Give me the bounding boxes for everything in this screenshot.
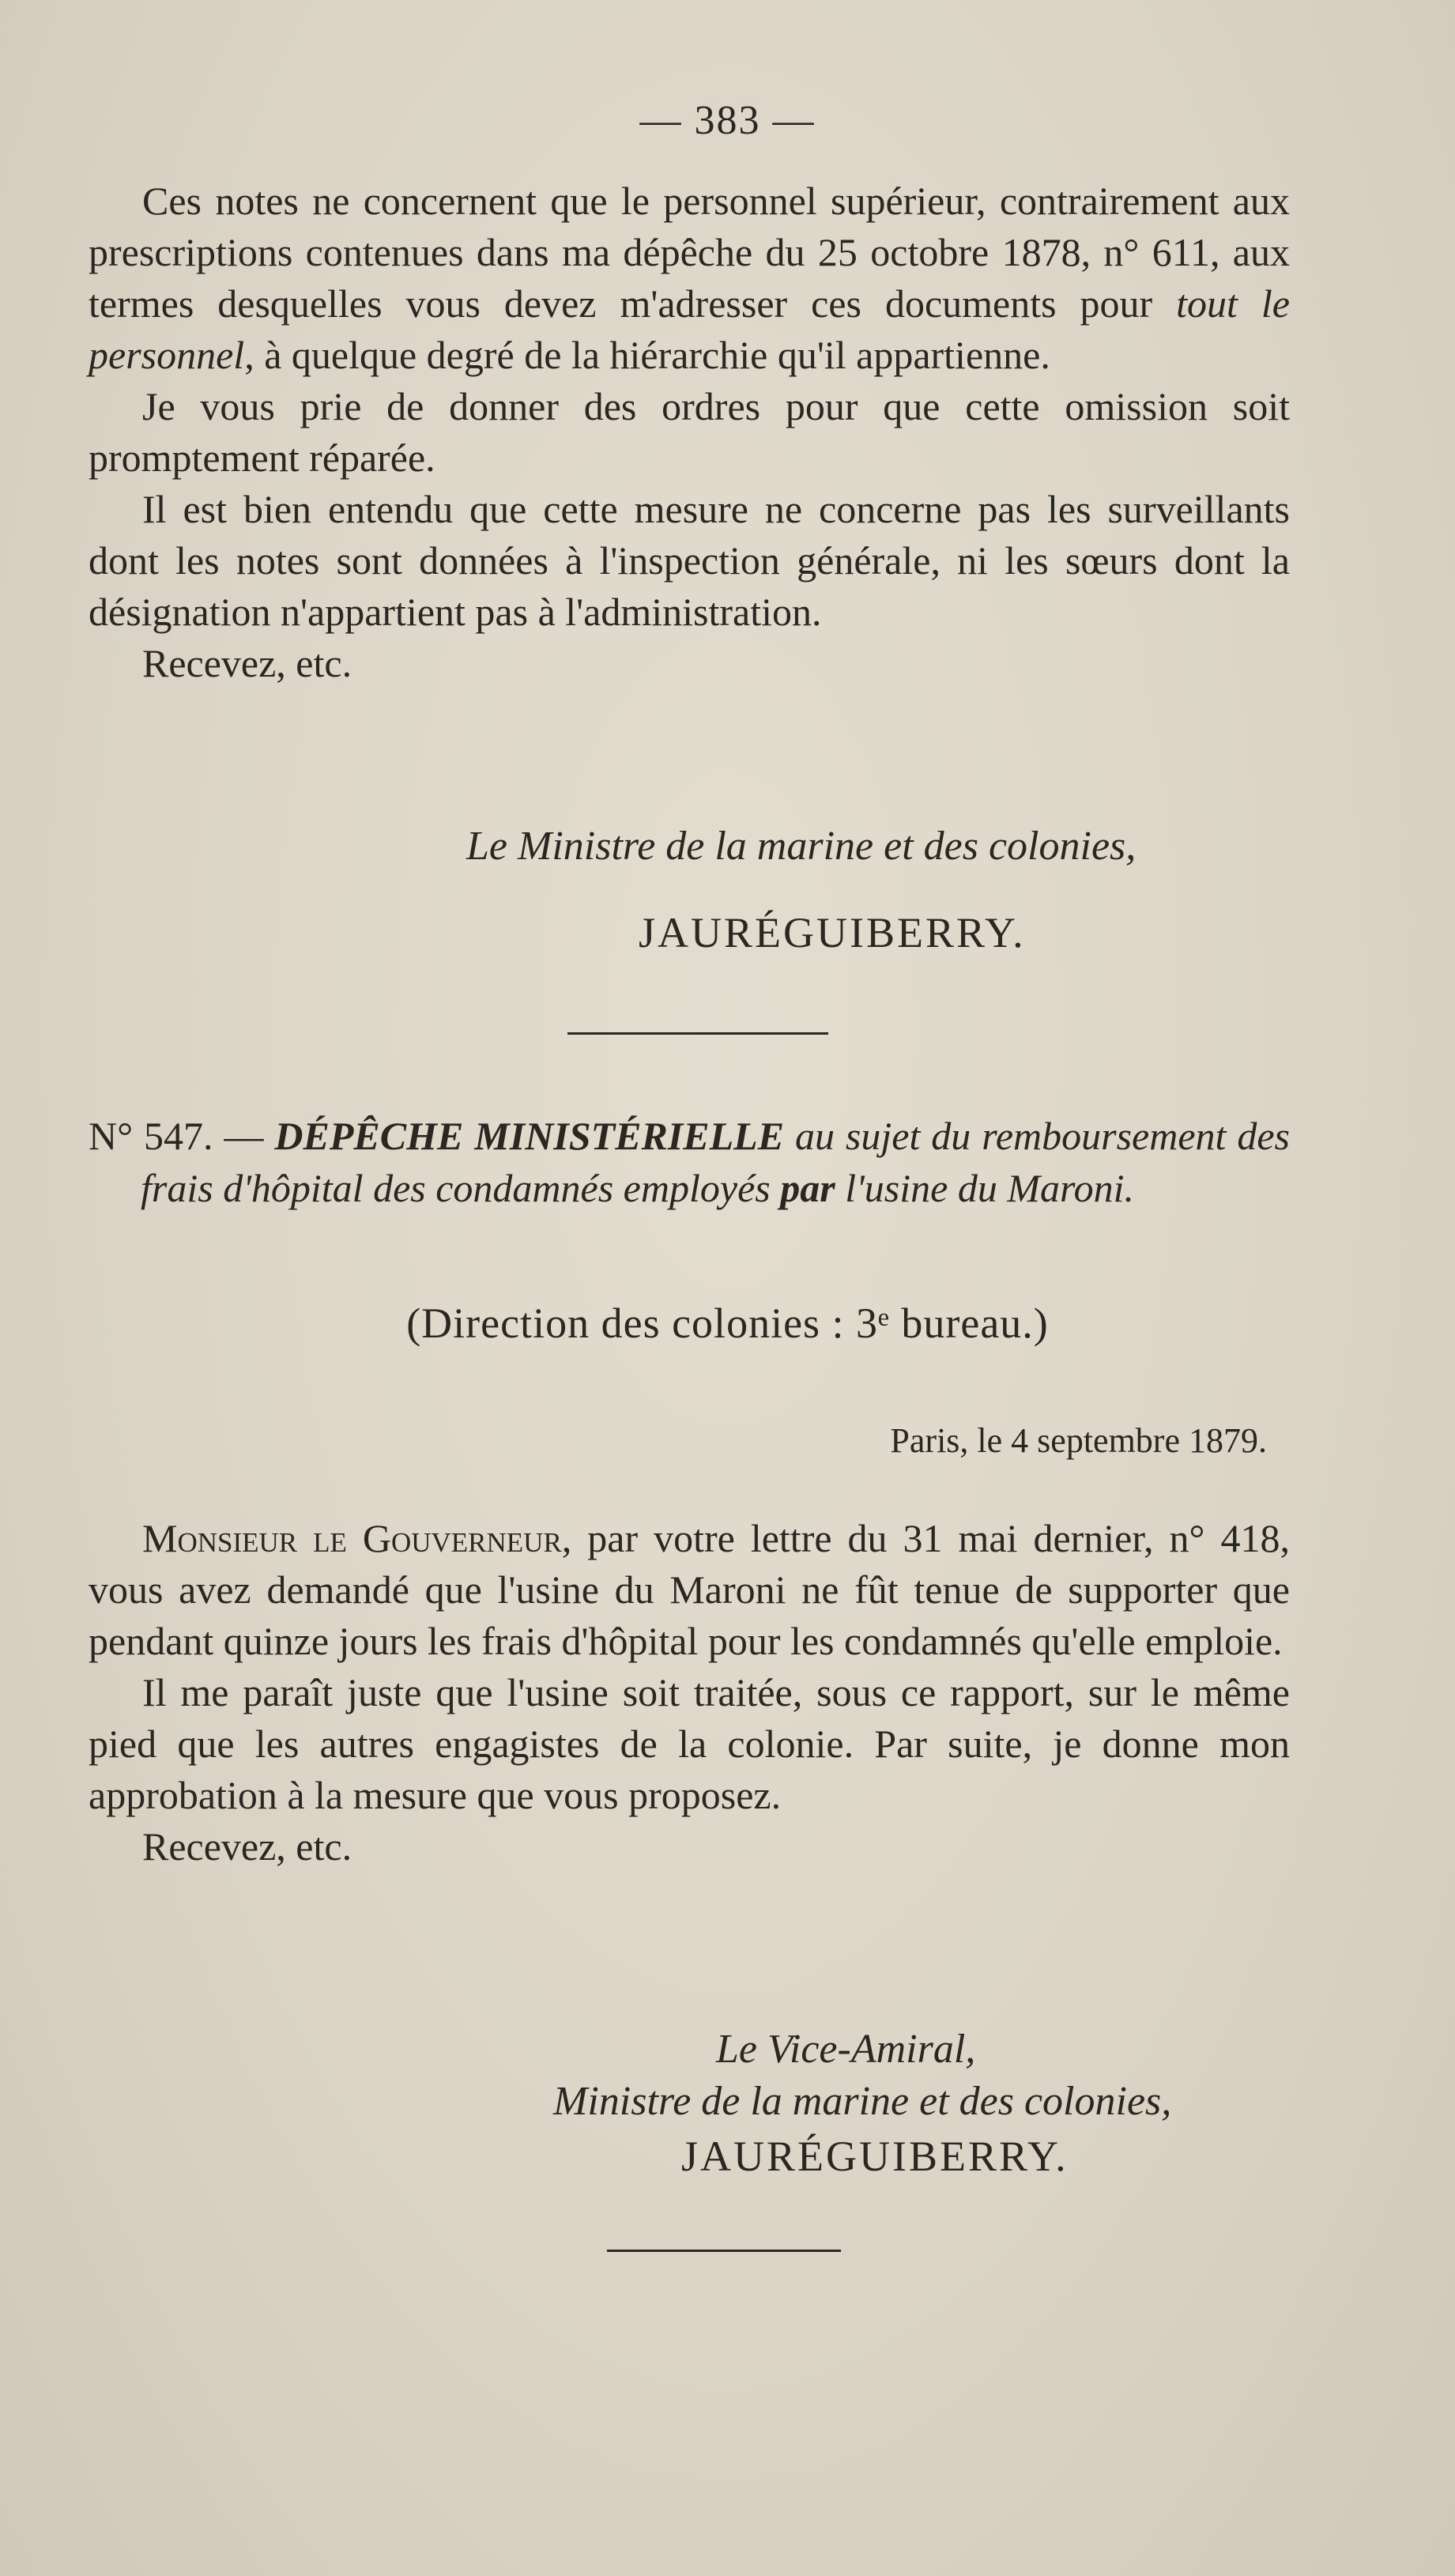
body-closing: Recevez, etc. (142, 1824, 352, 1869)
previous-paragraph-3: Il est bien entendu que cette mesure ne concerne pas les surveillants dont les notes sont données à l'inspection générale, ni les sœurs dont la désignation n'appartient pas à l'administration. (89, 487, 1290, 634)
salutation: Monsieur le Gouverneur (142, 1516, 562, 1560)
direction-line: (Direction des colonies : 3ᵉ bureau.) (406, 1299, 1049, 1347)
previous-signature-name: JAURÉGUIBERRY. (639, 909, 1026, 956)
previous-signature-title: Le Ministre de la marine et des colonies, (466, 824, 1136, 869)
previous-closing: Recevez, etc. (142, 641, 352, 685)
emphasis-text: tout le personnel (89, 281, 1290, 377)
previous-paragraph-1: Ces notes ne concernent que le personnel supérieur, contrairement aux prescriptions contenues dans ma dépêche du 25 octobre 1878, n° 611, aux termes desquelles vous devez m'adresser ces documents pour tout le personnel, à quelque degré de la hiérarchie qu'il appartienne. (89, 179, 1290, 377)
previous-paragraph-2: Je vous prie de donner des ordres pour que cette omission soit promptement réparée. (89, 384, 1290, 480)
section-divider (567, 1032, 828, 1035)
document-date: Paris, le 4 septembre 1879. (890, 1421, 1267, 1460)
document-body (89, 1513, 1290, 1873)
signature-line-1: Le Vice-Amiral, (716, 2027, 976, 2072)
document-type: DÉPÊCHE MINISTÉRIELLE (274, 1114, 785, 1158)
signature-line-2: Ministre de la marine et des colonies, (553, 2079, 1172, 2124)
body-paragraph-2: Il me paraît juste que l'usine soit traitée, sous ce rapport, sur le même pied que les autres engagistes de la colonie. Par suite, je donne mon approbation à la mesure que vous proposez. (89, 1670, 1290, 1817)
signature-name: JAURÉGUIBERRY. (681, 2133, 1069, 2180)
document-number: N° 547. — (89, 1114, 275, 1158)
page-number: — 383 — (639, 98, 816, 143)
previous-text (89, 175, 1290, 689)
document-title: N° 547. — DÉPÊCHE MINISTÉRIELLE au sujet du remboursement des frais d'hôpital des condamnés employés par l'usine du Maroni. (89, 1114, 1291, 1210)
closing-divider (607, 2250, 841, 2252)
body-paragraph-1: Monsieur le Gouverneur, par votre lettre du 31 mai dernier, n° 418, vous avez demandé que l'usine du Maroni ne fût tenue de supporter que pendant quinze jours les frais d'hôpital pour les condamnés qu'elle emploie. (89, 1516, 1290, 1663)
